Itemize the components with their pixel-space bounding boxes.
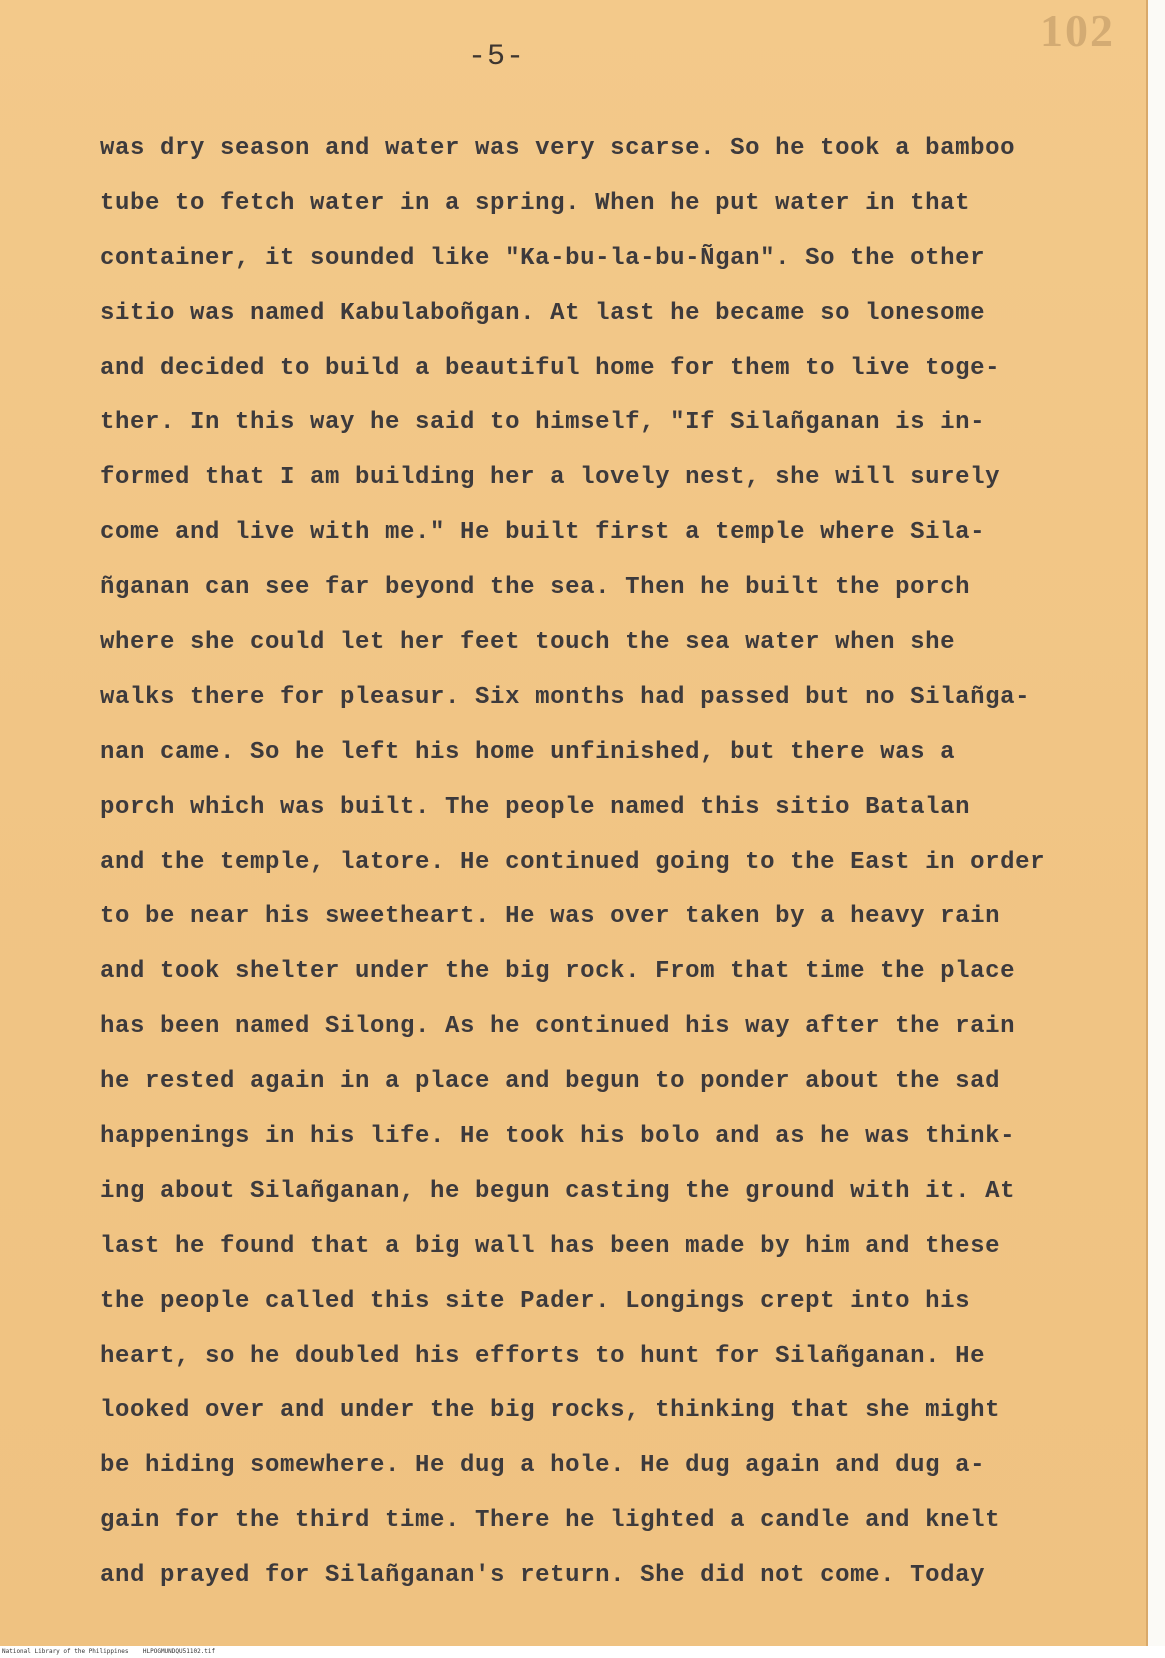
text-line: sitio was named Kabulaboñgan. At last he became so lonesome [100, 299, 986, 327]
scan-margin [1148, 0, 1165, 1646]
text-line: last he found that a big wall has been made by him and these [100, 1232, 1001, 1260]
text-line: ther. In this way he said to himself, "If Silañganan is in- [100, 409, 986, 437]
text-line: and the temple, latore. He continued going to the East in order [100, 848, 1046, 876]
archive-stamp-number: 102 [1040, 5, 1115, 56]
text-line: container, it sounded like "Ka-bu-la-bu-Ñgan". So the other [100, 244, 986, 272]
text-line: formed that I am building her a lovely nest, she will surely [100, 464, 1001, 492]
text-line: and prayed for Silañganan's return. She did not come. Today [100, 1562, 986, 1590]
page-number: -5- [468, 40, 526, 74]
scan-footer-caption: National Library of the Philippines HLPOGMUNDQU51102.tif [2, 1648, 216, 1655]
text-line: ñganan can see far beyond the sea. Then he built the porch [100, 574, 971, 602]
text-line: the people called this site Pader. Longings crept into his [100, 1287, 971, 1315]
text-line: be hiding somewhere. He dug a hole. He dug again and dug a- [100, 1452, 986, 1480]
text-line: he rested again in a place and begun to ponder about the sad [100, 1068, 1001, 1096]
typed-body-text [100, 122, 1140, 1604]
text-line: was dry season and water was very scarse. So he took a bamboo [100, 135, 1016, 162]
text-line: walks there for pleasur. Six months had passed but no Silañga- [100, 683, 1031, 711]
text-line: and decided to build a beautiful home for them to live toge- [100, 354, 1001, 382]
text-line: has been named Silong. As he continued his way after the rain [100, 1013, 1016, 1041]
text-line: looked over and under the big rocks, thinking that she might [100, 1397, 1001, 1425]
text-line: gain for the third time. There he lighted a candle and knelt [100, 1507, 1001, 1535]
text-line: ing about Silañganan, he begun casting the ground with it. At [100, 1177, 1016, 1205]
text-line: heart, so he doubled his efforts to hunt for Silañganan. He [100, 1342, 986, 1370]
text-line: come and live with me." He built first a temple where Sila- [100, 519, 986, 547]
text-line: where she could let her feet touch the sea water when she [100, 629, 956, 657]
text-line: tube to fetch water in a spring. When he put water in that [100, 189, 971, 217]
text-line: porch which was built. The people named this sitio Batalan [100, 793, 971, 821]
text-line: and took shelter under the big rock. From that time the place [100, 958, 1016, 986]
text-line: happenings in his life. He took his bolo and as he was think- [100, 1123, 1016, 1151]
text-line: nan came. So he left his home unfinished, but there was a [100, 738, 956, 766]
text-line: to be near his sweetheart. He was over taken by a heavy rain [100, 903, 1001, 931]
